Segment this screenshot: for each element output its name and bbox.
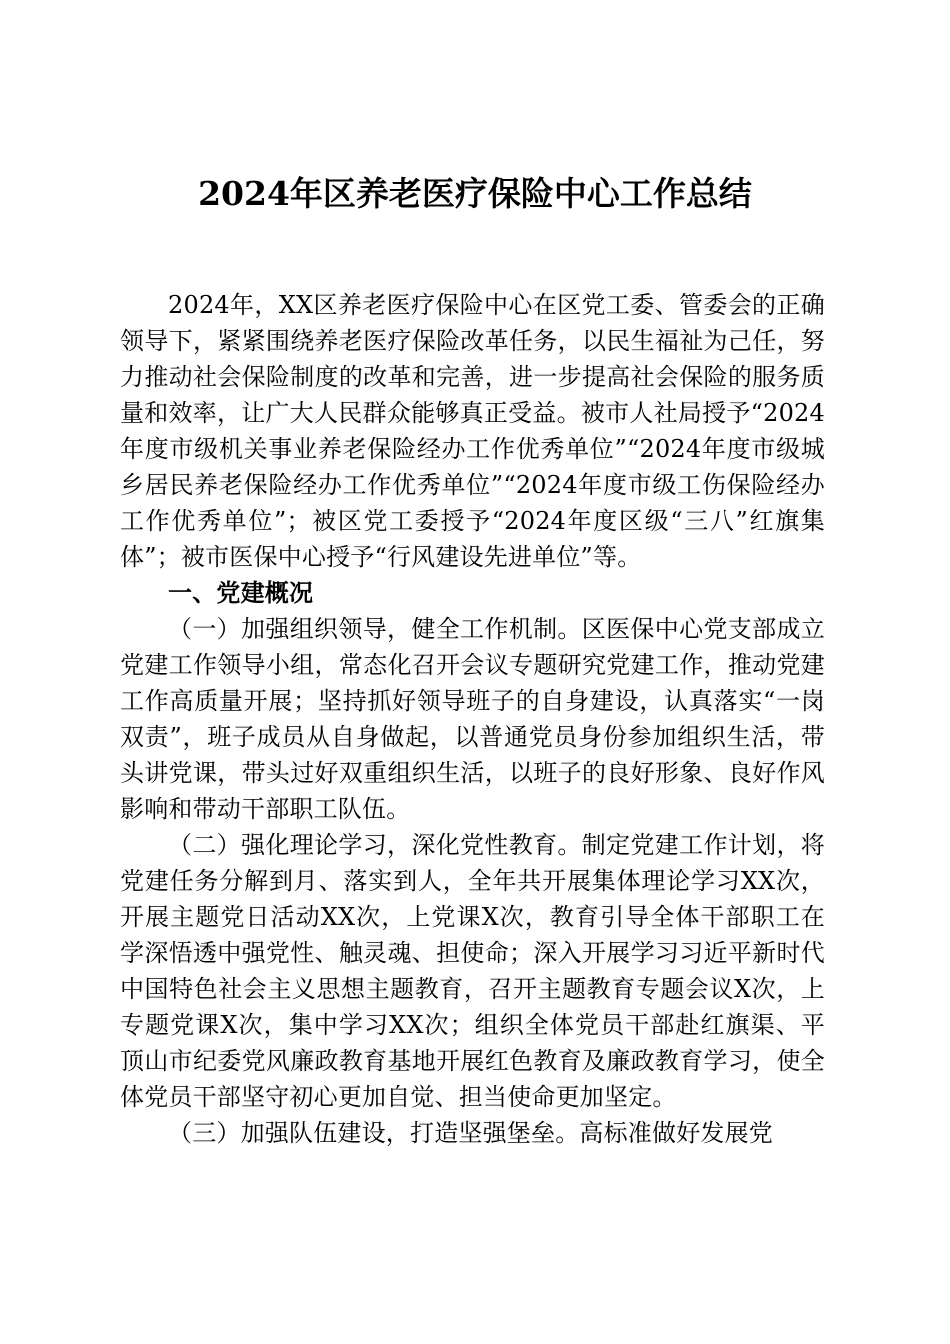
paragraph-body: 区医保中心党支部成立党建工作领导小组，常态化召开会议专题研究党建工作，推动党建工作高质量开展；坚持抓好领导班子的自身建设，认真落实“一岗双责”，班子成员从自身做起，以普通党员身份参加组织生活，带头讲党课，带头过好双重组织生活，以班子的良好形象、良好作风影响和带动干部职工队伍。 xyxy=(120,615,825,823)
paragraph-organization-leadership xyxy=(120,611,825,827)
paragraph-team-building xyxy=(120,1115,825,1151)
paragraph-theory-study xyxy=(120,827,825,1115)
paragraph-body: 高标准做好发展党 xyxy=(579,1119,774,1147)
document-body xyxy=(120,287,825,1151)
paragraph-body: 制定党建工作计划，将党建任务分解到月、落实到人，全年共开展集体理论学习XX次，开展主题党日活动XX次，上党课X次，教育引导全体干部职工在学深悟透中强党性、触灵魂、担使命；深入开展学习习近平新时代中国特色社会主义思想主题教育，召开主题教育专题会议X次，上专题党课X次，集中学习XX次；组织全体党员干部赴红旗渠、平顶山市纪委党风廉政教育基地开展红色教育及廉政教育学习，使全体党员干部坚守初心更加自觉、担当使命更加坚定。 xyxy=(120,831,825,1111)
section-heading-party-building: 一、党建概况 xyxy=(168,578,314,607)
intro-paragraph: 2024年，XX区养老医疗保险中心在区党工委、管委会的正确领导下，紧紧围绕养老医疗保险改革任务，以民生福祉为己任，努力推动社会保险制度的改革和完善，进一步提高社会保险的服务质量和效率，让广大人民群众能够真正受益。被市人社局授予“2024年度市级机关事业养老保险经办工作优秀单位”“2024年度市级城乡居民养老保险经办工作优秀单位”“2024年度市级工伤保险经办工作优秀单位”；被区党工委授予“2024年度区级“三八”红旗集体”；被市医保中心授予“行风建设先进单位”等。 xyxy=(120,291,825,571)
paragraph-lead: （二）强化理论学习，深化党性教育。 xyxy=(168,831,582,859)
paragraph-lead: （一）加强组织领导，健全工作机制。 xyxy=(168,615,582,643)
paragraph-lead: （三）加强队伍建设，打造坚强堡垒。 xyxy=(168,1119,580,1147)
document-title: 2024年区养老医疗保险中心工作总结 xyxy=(198,174,752,213)
